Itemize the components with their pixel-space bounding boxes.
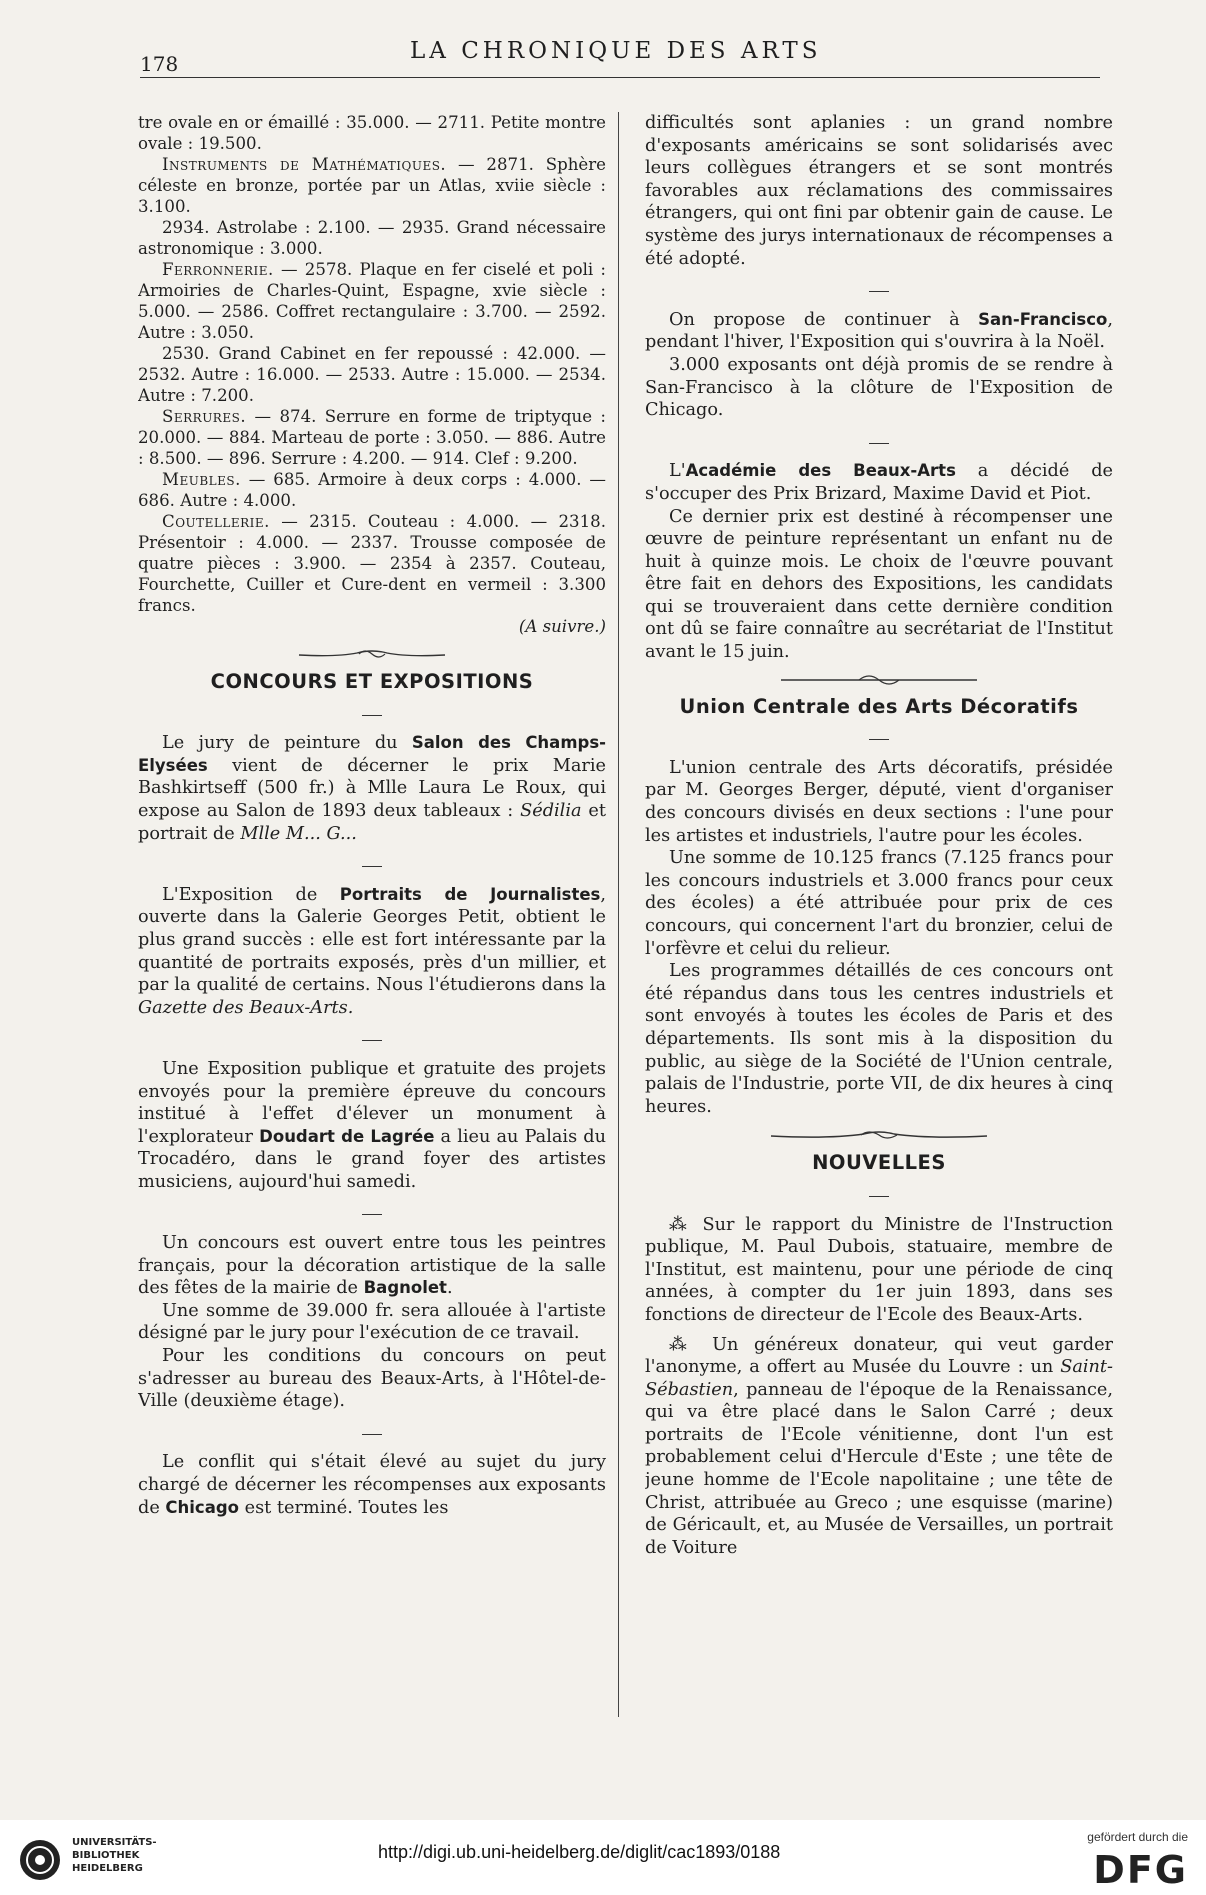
news-item: ⁂ Sur le rapport du Ministre de l'Instruction publique, M. Paul Dubois, statuaire, membre de l'Institut, est maintenu, pour une période de cinq années, à compter du 1er juin 1893, dans ses fonctions de directeur de l'Ecole des Beaux-Arts. [645,1214,1113,1325]
category-label: Coutellerie. [162,512,270,531]
catalogue-paragraph [138,511,606,616]
sale-catalogue [138,112,606,637]
article-paragraph: Pour les conditions du concours on peut s'adresser au bureau des Beaux-Arts, à l'Hôtel-de-Ville (deuxième étage). [138,1346,606,1412]
category-label: Serrures. [162,407,247,426]
article-paragraph: 3.000 exposants ont déjà promis de se rendre à San-Francisco à la clôture de l'Exposition de Chicago. [645,354,1113,421]
source-url[interactable]: http://digi.ub.uni-heidelberg.de/diglit/cac1893/0188 [378,1842,781,1862]
dash-separator [645,724,1113,747]
article-paragraph: L'Académie des Beaux-Arts a décidé de s'occuper des Prix Brizard, Maxime David et Piot. [645,461,1113,504]
right-column [645,112,1113,1722]
university-seal-icon [18,1838,62,1882]
article-paragraph: L'union centrale des Arts décoratifs, présidée par M. Georges Berger, député, vient d'organiser des concours divisés en deux sections : l'une pour les artistes et industriels, l'autre pour les écoles. [645,757,1113,846]
news-item: ⁂ Un généreux donateur, qui veut garder l'anonyme, a offert au Musée du Louvre : un Saint-Sébastien, panneau de l'époque de la Renaissance, qui va être placé dans le Salon Carré ; deux portraits de l'Ecole vénitienne, dont l'un est probablement celui d'Hercule d'Este ; une tête de jeune homme de l'Ecole napolitaine ; une tête de Christ, attribuée au Greco ; une esquisse (marine) de Géricault, et, au Musée de Versailles, un portrait de Voiture [645,1334,1113,1558]
article-paragraph: L'Exposition de Portraits de Journalistes, ouverte dans la Galerie Georges Petit, obtient le plus grand succès : elle est fort intéressante par la quantité de portraits exposés, près d'un millier, et par la qualité de certains. Nous l'étudierons dans la Gazette des Beaux-Arts. [138,884,606,1018]
catalogue-paragraph [138,259,606,343]
catalogue-paragraph: tre ovale en or émaillé : 35.000. — 2711. Petite montre ovale : 19.500. [138,113,606,153]
article-paragraph: On propose de continuer à San-Francisco, pendant l'hiver, l'Exposition qui s'ouvrira à la Noël. [645,309,1113,353]
dash-separator [138,1419,606,1442]
catalogue-text: — 685. Armoire à deux corps : 4.000. — 686. Autre : 4.000. [138,470,606,510]
left-column [138,112,606,1722]
article-paragraph: Une somme de 39.000 fr. sera allouée à l'artiste désigné par le jury pour l'exécution de ce travail. [138,1300,606,1344]
column-divider [618,112,619,1717]
dash-separator [138,1025,606,1048]
article-paragraph: Le jury de peinture du Salon des Champs-Elysées vient de décerner le prix Marie Bashkirtseff (500 fr.) à Mlle Laura Le Roux, qui expose au Salon de 1893 deux tableaux : Sédilia et portrait de Mlle M... G... [138,733,606,844]
catalogue-paragraph: 2530. Grand Cabinet en fer repoussé : 42.000. — 2532. Autre : 16.000. — 2533. Autre : 15.000. — 2534. Autre : 7.200. [138,344,606,405]
catalogue-text: — 2315. Couteau : 4.000. — 2318. Présentoir : 4.000. — 2337. Trousse composée de quatre pièces : 3.900. — 2354 à 2357. Couteau, Fourchette, Cuiller et Cure-dent en vermeil : 3.300 francs. [138,512,606,615]
section-heading: NOUVELLES [812,1151,946,1175]
catalogue-paragraph [138,406,606,469]
article-paragraph: difficultés sont aplanies : un grand nombre d'exposants américains se sont solidarisés avec leurs collègues étrangers et se sont montrés favorables aux réclamations des commissaires étrangers, qui ont fini par obtenir gain de cause. Le système des jurys internationaux de récompenses a été adopté. [645,113,1113,269]
article-paragraph: Ce dernier prix est destiné à récompenser une œuvre de peinture représentant un enfant nu de huit à quinze mois. Le choix de l'œuvre pouvant être fait en dehors des Expositions, les candidats qui se trouveraient dans cette dernière condition ont dû se faire connaître au secrétariat de l'Institut avant le 15 juin. [645,506,1113,663]
library-name: UNIVERSITÄTS- BIBLIOTHEK HEIDELBERG [72,1837,157,1874]
article-paragraph: Une Exposition publique et gratuite des projets envoyés pour la première épreuve du concours institué à l'effet d'élever un monument à l'explorateur Doudart de Lagrée a lieu au Palais du Trocadéro, dans le grand foyer des artistes musiciens, aujourd'hui samedi. [138,1058,606,1192]
article-paragraph: Les programmes détaillés de ces concours ont été répandus dans tous les centres industriels et sont envoyés à toutes les écoles de Paris et des départements. Ils sont mis à la disposition du public, au siège de la Société de l'Union centrale, palais de l'Industrie, porte VII, de dix heures à cinq heures. [645,961,1113,1117]
dfg-logo: DFG [1093,1848,1188,1892]
section-heading: CONCOURS ET EXPOSITIONS [210,670,534,693]
page-header [140,34,1100,78]
digitization-footer [0,1820,1206,1895]
running-title: LA CHRONIQUE DES ARTS [410,38,822,64]
category-label: Instruments de Mathématiques. [162,155,447,174]
article-paragraph: Le conflit qui s'était élevé au sujet du jury chargé de décerner les récompenses aux exposants de Chicago est terminé. Toutes les [138,1452,606,1518]
dash-separator [645,276,1113,299]
article-paragraph: Un concours est ouvert entre tous les peintres français, pour la décoration artistique de la salle des fêtes de la mairie de Bagnolet. [138,1233,606,1299]
asterism-icon: ⁂ [669,1334,697,1355]
catalogue-paragraph: 2934. Astrolabe : 2.100. — 2935. Grand nécessaire astronomique : 3.000. [138,218,606,258]
dash-separator [138,700,606,723]
to-be-continued: (A suivre.) [518,617,606,636]
catalogue-paragraph [138,154,606,217]
ornament-divider-icon [779,674,979,686]
dash-separator [645,428,1113,451]
ornament-divider-icon [297,647,447,661]
catalogue-text: — 2871. Sphère céleste en bronze, portée par un Atlas, xviie siècle : 3.100. [138,155,606,216]
header-rule [140,77,1100,78]
catalogue-text: — 874. Serrure en forme de triptyque : 20.000. — 884. Marteau de porte : 3.050. — 886. Autre : 8.500. — 896. Serrure : 4.200. — 914. Clef : 9.200. [138,407,606,468]
page-number: 178 [140,52,179,76]
funded-by-label: gefördert durch die [1087,1830,1188,1844]
category-label: Meubles. [162,470,241,489]
ornament-divider-icon [769,1128,989,1142]
dash-separator [645,1181,1113,1204]
category-label: Ferronnerie. [162,260,274,279]
catalogue-text: — 2578. Plaque en fer ciselé et poli : Armoiries de Charles-Quint, Espagne, xvie siècle : 5.000. — 2586. Coffret rectangulaire : 3.700. — 2592. Autre : 3.050. [138,260,606,342]
asterism-icon: ⁂ [669,1214,692,1235]
dash-separator [138,851,606,874]
section-heading: Union Centrale des Arts Décoratifs [679,694,1079,718]
dash-separator [138,1199,606,1222]
article-paragraph: Une somme de 10.125 francs (7.125 francs pour les concours industriels et 3.000 francs pour ceux des écoles) a été attribuée pour prix de ces concours, qui concernent l'art du bronzier, celui de l'orfèvre et celui du relieur. [645,848,1113,959]
catalogue-paragraph [138,469,606,511]
